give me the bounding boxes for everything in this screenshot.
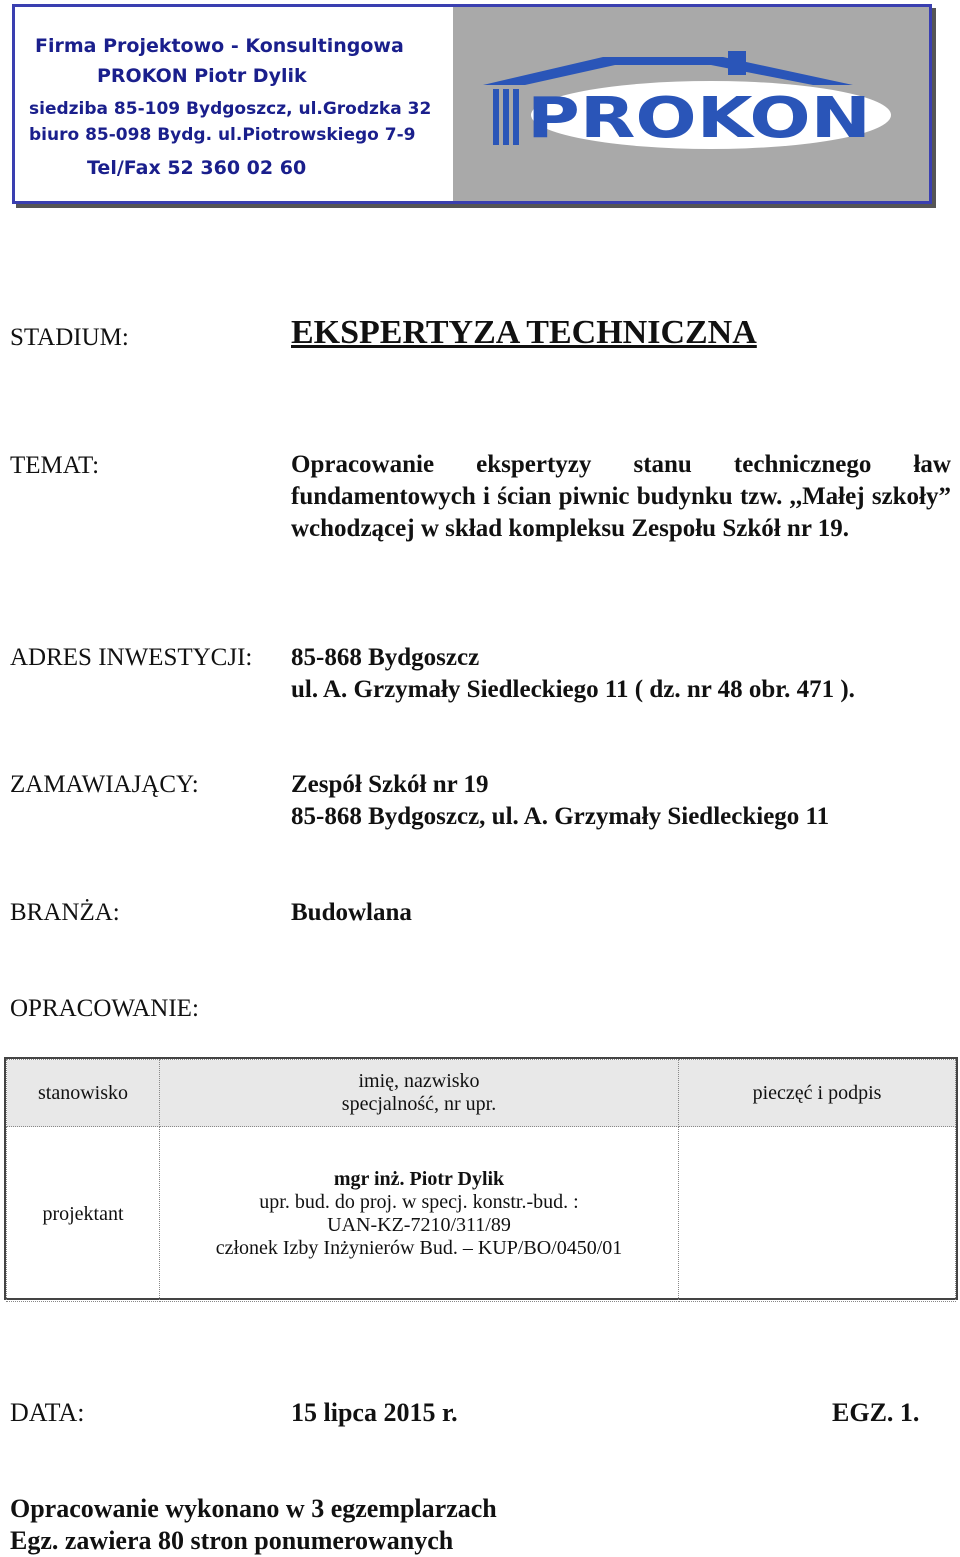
prokon-logo xyxy=(453,7,929,201)
firm-name-line: Firma Projektowo - Konsultingowa xyxy=(35,35,404,57)
zamawiajacy-line2: 85-868 Bydgoszcz, ul. A. Grzymały Siedleckiego 11 xyxy=(291,803,830,830)
header-stanowisko: stanowisko xyxy=(7,1060,160,1127)
designer-name: mgr inż. Piotr Dylik xyxy=(333,1168,505,1190)
firm-phone: Tel/Fax 52 360 02 60 xyxy=(87,157,307,179)
opracowanie-label: OPRACOWANIE: xyxy=(10,995,199,1022)
firm-seat-address: siedziba 85-109 Bydgoszcz, ul.Grodzka 32 xyxy=(29,99,432,119)
authors-table xyxy=(4,1057,958,1300)
header-specialty: specjalność, nr upr. xyxy=(341,1093,497,1115)
company-header-banner xyxy=(12,4,932,204)
firm-office-address: biuro 85-098 Bydg. ul.Piotrowskiego 7-9 xyxy=(29,125,416,145)
stamp-signature-cell xyxy=(679,1127,956,1302)
header-name: imię, nazwisko xyxy=(358,1070,480,1092)
prokon-logo-panel xyxy=(453,7,929,201)
copies-note: Opracowanie wykonano w 3 egzemplarzach xyxy=(10,1494,497,1523)
temat-value: Opracowanie ekspertyzy stanu technicznego ław fundamentowych i ścian piwnic budynku tzw. ,,Małej szkoły” wchodzącej w skład kompleksu Zespołu Szkół nr 19. xyxy=(291,451,951,542)
branza-value: Budowlana xyxy=(291,899,412,926)
header-name-specialty xyxy=(160,1060,679,1127)
adres-label: ADRES INWESTYCJI: xyxy=(10,644,253,671)
designer-licence-number: UAN-KZ-7210/311/89 xyxy=(327,1214,511,1236)
designer-licence: upr. bud. do proj. w specj. konstr.-bud. : xyxy=(259,1191,579,1213)
adres-line1: 85-868 Bydgoszcz xyxy=(291,644,480,671)
stadium-label: STADIUM: xyxy=(10,324,129,351)
firm-owner-line: PROKON Piotr Dylik xyxy=(97,65,307,87)
copy-number: EGZ. 1. xyxy=(832,1398,920,1427)
branza-label: BRANŻA: xyxy=(10,899,120,926)
table-row xyxy=(7,1127,956,1302)
pages-note: Egz. zawiera 80 stron ponumerowanych xyxy=(10,1526,454,1555)
table-header-row xyxy=(7,1060,956,1127)
designer-chamber-membership: członek Izby Inżynierów Bud. – KUP/BO/0450/01 xyxy=(215,1237,623,1259)
row-stanowisko: projektant xyxy=(7,1127,160,1302)
document-date: 15 lipca 2015 r. xyxy=(291,1398,458,1427)
company-info-panel xyxy=(15,7,453,201)
data-label: DATA: xyxy=(10,1398,85,1427)
zamawiajacy-line1: Zespół Szkół nr 19 xyxy=(291,771,489,798)
document-title: EKSPERTYZA TECHNICZNA xyxy=(291,314,757,351)
zamawiajacy-label: ZAMAWIAJĄCY: xyxy=(10,771,199,798)
adres-line2: ul. A. Grzymały Siedleckiego 11 ( dz. nr 48 obr. 471 ). xyxy=(291,676,855,703)
logo-text: PROKON xyxy=(527,86,871,151)
header-stamp-signature: pieczęć i podpis xyxy=(679,1060,956,1127)
row-designer-info xyxy=(160,1127,679,1302)
temat-label: TEMAT: xyxy=(10,452,100,479)
